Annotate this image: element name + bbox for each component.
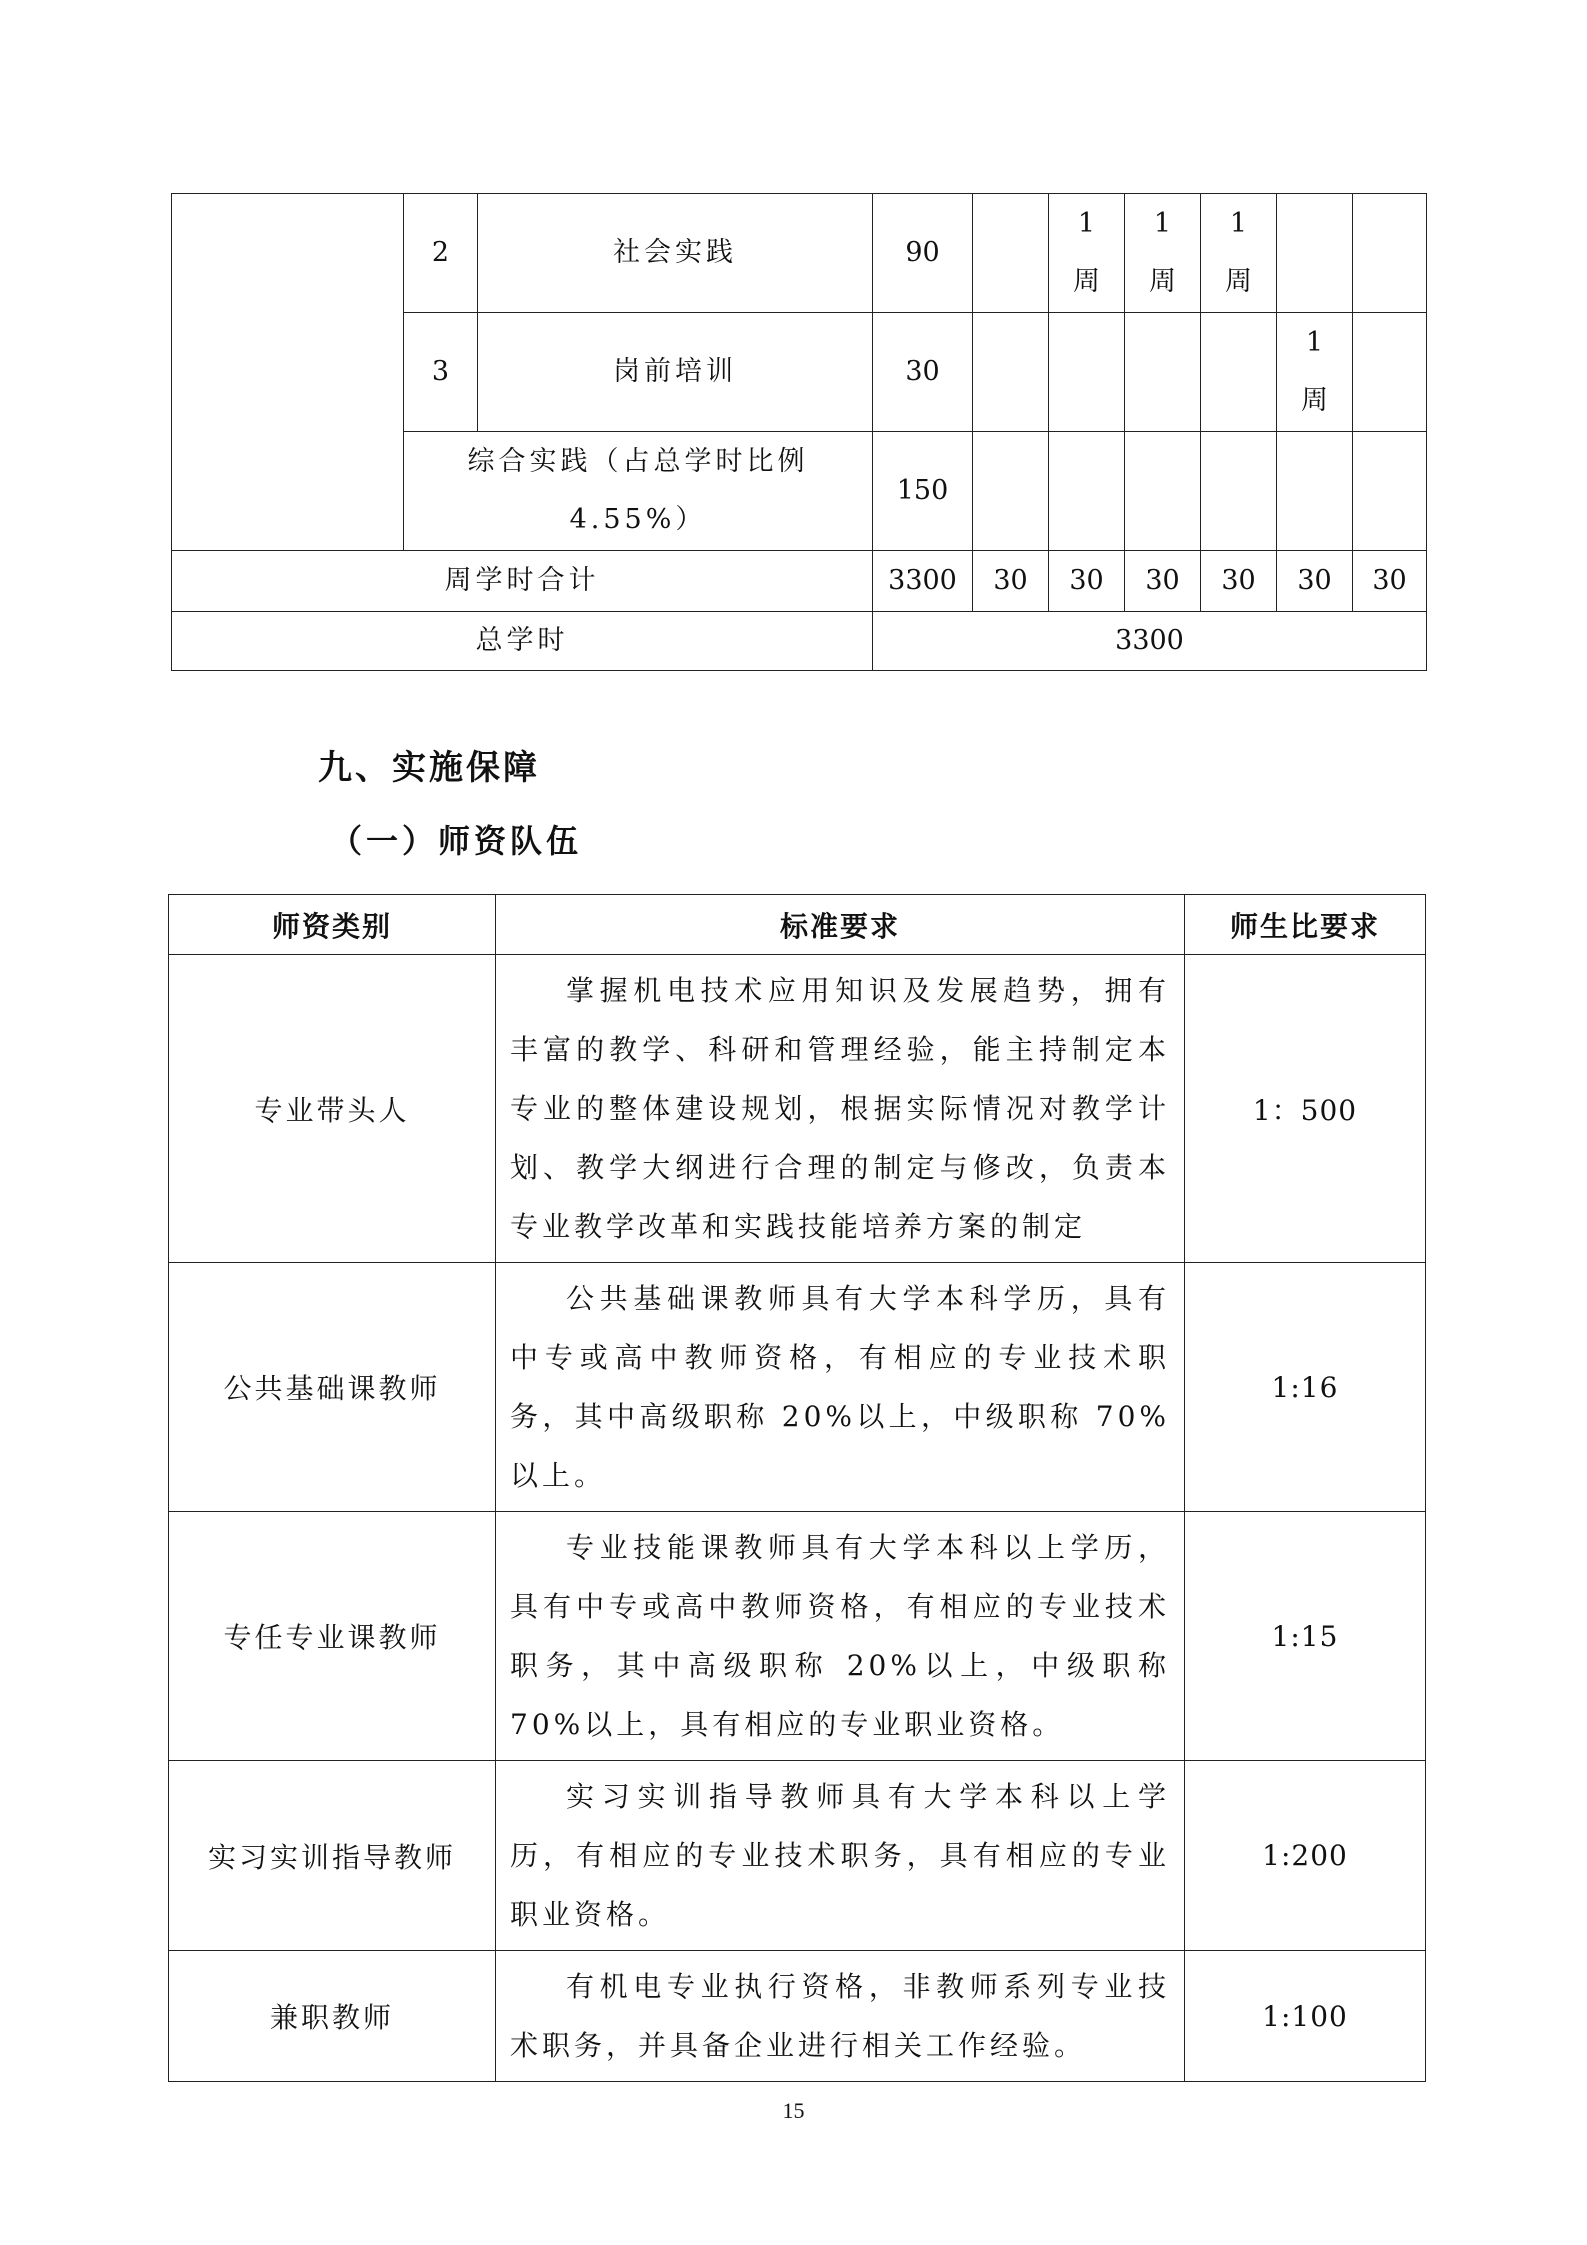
- row-number: 3: [404, 313, 478, 432]
- table-row: [169, 1512, 1426, 1761]
- course-name: 岗前培训: [478, 313, 873, 432]
- week-cell: [1353, 194, 1427, 313]
- faculty-category: 实习实训指导教师: [169, 1761, 496, 1951]
- faculty-table: [168, 894, 1426, 2082]
- faculty-requirement: [496, 1263, 1185, 1512]
- week-cell: 1 周: [1277, 313, 1353, 432]
- table-row: [169, 955, 1426, 1263]
- week-cell: [973, 194, 1049, 313]
- faculty-category: 专任专业课教师: [169, 1512, 496, 1761]
- faculty-requirement: [496, 1951, 1185, 2082]
- faculty-requirement: [496, 1512, 1185, 1761]
- week-cell: 30: [1353, 551, 1427, 612]
- week-cell: [1049, 313, 1125, 432]
- row-number: 2: [404, 194, 478, 313]
- requirement-text: 实习实训指导教师具有大学本科以上学历，有相应的专业技术职务，具有相应的专业职业资格。: [510, 1780, 1170, 1931]
- course-name: 社会实践: [478, 194, 873, 313]
- week-cell: [1353, 432, 1427, 551]
- column-header: 师资类别: [169, 895, 496, 955]
- course-hours: 90: [873, 194, 973, 313]
- subtotal-label-line1: 综合实践（占总学时比例: [467, 446, 809, 477]
- week-cell: 30: [1201, 551, 1277, 612]
- week-cell: [1201, 313, 1277, 432]
- grand-total-row: [172, 612, 1427, 671]
- week-cell: [1125, 313, 1201, 432]
- week-cell: [1125, 432, 1201, 551]
- table-header-row: [169, 895, 1426, 955]
- week-cell: [973, 313, 1049, 432]
- week-cell: 1 周: [1049, 194, 1125, 313]
- faculty-ratio: 1:15: [1185, 1512, 1426, 1761]
- faculty-category: 兼职教师: [169, 1951, 496, 2082]
- week-cell: [1353, 313, 1427, 432]
- faculty-category: 公共基础课教师: [169, 1263, 496, 1512]
- week-cell: 30: [1125, 551, 1201, 612]
- week-cell: [1201, 432, 1277, 551]
- faculty-ratio: 1：500: [1185, 955, 1426, 1263]
- faculty-requirement: [496, 955, 1185, 1263]
- weekly-total-hours: 3300: [873, 551, 973, 612]
- subtotal-label-line2: 4.55%）: [569, 504, 707, 535]
- course-hours: 30: [873, 313, 973, 432]
- table-row: [169, 1263, 1426, 1512]
- week-cell: [973, 432, 1049, 551]
- grand-total-value: 3300: [873, 612, 1427, 671]
- requirement-text: 专业技能课教师具有大学本科以上学历，具有中专或高中教师资格，有相应的专业技术职务，其中高级职称 20%以上，中级职称 70%以上，具有相应的专业职业资格。: [510, 1531, 1170, 1741]
- week-cell: [1277, 432, 1353, 551]
- table-row: [169, 1951, 1426, 2082]
- subtotal-hours: 150: [873, 432, 973, 551]
- faculty-requirement: [496, 1761, 1185, 1951]
- faculty-ratio: 1:200: [1185, 1761, 1426, 1951]
- weekly-total-row: [172, 551, 1427, 612]
- column-header: 师生比要求: [1185, 895, 1426, 955]
- requirement-text: 掌握机电技术应用知识及发展趋势，拥有丰富的教学、科研和管理经验，能主持制定本专业的整体建设规划，根据实际情况对教学计划、教学大纲进行合理的制定与修改，负责本专业教学改革和实践技能培养方案的制定: [510, 974, 1170, 1243]
- week-cell: 30: [1277, 551, 1353, 612]
- page-number: 15: [782, 2098, 805, 2123]
- schedule-table: [171, 193, 1427, 671]
- weekly-total-label: 周学时合计: [172, 551, 873, 612]
- week-cell: [1049, 432, 1125, 551]
- grand-total-label: 总学时: [172, 612, 873, 671]
- subtotal-label: [404, 432, 873, 551]
- week-cell: 1 周: [1201, 194, 1277, 313]
- table-row: [172, 194, 1427, 313]
- faculty-ratio: 1:16: [1185, 1263, 1426, 1512]
- column-header: 标准要求: [496, 895, 1185, 955]
- week-cell: 30: [1049, 551, 1125, 612]
- week-cell: [1277, 194, 1353, 313]
- section-subheading: （一）师资队伍: [330, 822, 583, 860]
- requirement-text: 公共基础课教师具有大学本科学历，具有中专或高中教师资格，有相应的专业技术职务，其中高级职称 20%以上，中级职称 70%以上。: [510, 1282, 1170, 1492]
- faculty-ratio: 1:100: [1185, 1951, 1426, 2082]
- faculty-category: 专业带头人: [169, 955, 496, 1263]
- table-row: [169, 1761, 1426, 1951]
- empty-category-cell: [172, 194, 404, 551]
- week-cell: 30: [973, 551, 1049, 612]
- requirement-text: 有机电专业执行资格，非教师系列专业技术职务，并具备企业进行相关工作经验。: [510, 1970, 1170, 2062]
- section-heading: 九、实施保障: [318, 748, 540, 788]
- week-cell: 1 周: [1125, 194, 1201, 313]
